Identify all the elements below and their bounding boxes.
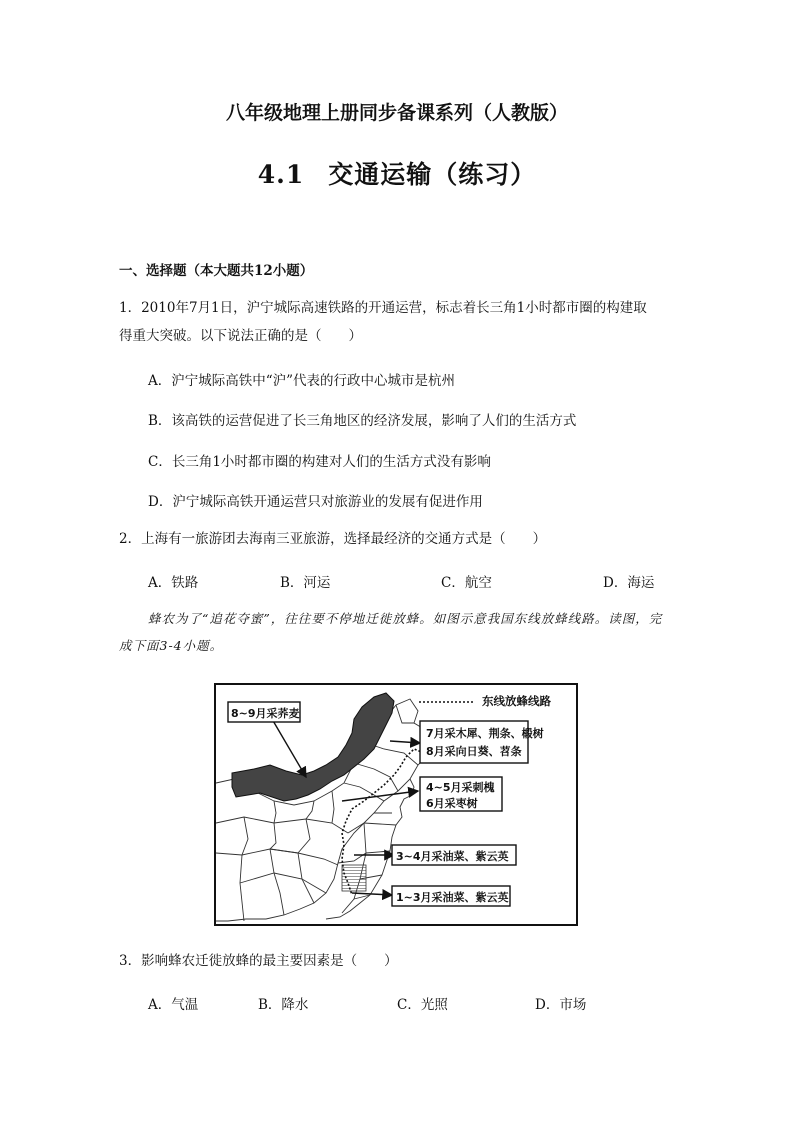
question-2-stem: 2．上海有一旅游团去海南三亚旅游，选择最经济的交通方式是（ ） xyxy=(119,531,547,547)
q2-option-a[interactable]: A．铁路 xyxy=(148,575,199,591)
label-north-line1: 4~5月采刺槐 xyxy=(426,781,495,794)
title-text: 交通运输（练习） xyxy=(328,160,537,189)
q1-option-b[interactable]: B．该高铁的运营促进了长三角地区的经济发展，影响了人们的生活方式 xyxy=(148,413,577,429)
q1-option-a[interactable]: A．沪宁城际高铁中“沪”代表的行政中心城市是杭州 xyxy=(148,373,456,389)
section-heading: 一、选择题（本大题共12小题） xyxy=(119,263,314,279)
label-north-line2: 6月采枣树 xyxy=(426,797,478,810)
question-1-line2: 得重大突破。以下说法正确的是（ ） xyxy=(119,328,362,344)
q3-option-d[interactable]: D．市场 xyxy=(535,997,587,1013)
q2-option-d[interactable]: D．海运 xyxy=(603,575,655,591)
q2-option-b[interactable]: B．河运 xyxy=(280,575,331,591)
q3-option-a[interactable]: A．气温 xyxy=(148,997,199,1013)
legend-label: 东线放蜂线路 xyxy=(482,694,551,708)
q3-option-c[interactable]: C．光照 xyxy=(397,997,448,1013)
label-buckwheat: 8~9月采荞麦 xyxy=(231,707,300,720)
beekeeping-route-map xyxy=(214,683,578,926)
question-3-stem: 3．影响蜂农迁徙放蜂的最主要因素是（ ） xyxy=(119,953,398,969)
page-title xyxy=(0,155,794,191)
label-northeast-line2: 8月采向日葵、苕条 xyxy=(426,745,522,758)
label-south: 1~3月采油菜、紫云英 xyxy=(396,891,509,904)
series-title: 八年级地理上册同步备课系列（人教版） xyxy=(225,102,568,124)
label-northeast-line1: 7月采木犀、荆条、椴树 xyxy=(426,727,544,740)
passage-line1: 蜂农为了“追花夺蜜”，往往要不停地迁徙放蜂。如图示意我国东线放蜂线路。读图，完 xyxy=(148,611,663,626)
passage-line2: 成下面3-4小题。 xyxy=(119,638,224,653)
q1-option-c[interactable]: C．长三角1小时都市圈的构建对人们的生活方式没有影响 xyxy=(148,454,491,470)
q1-option-d[interactable]: D．沪宁城际高铁开通运营只对旅游业的发展有促进作用 xyxy=(148,494,483,510)
section-number: 4.1 xyxy=(257,160,305,189)
q3-option-b[interactable]: B．降水 xyxy=(258,997,309,1013)
question-1-line1: 1．2010年7月1日，沪宁城际高速铁路的开通运营，标志着长三角1小时都市圈的构建取 xyxy=(119,300,647,316)
q2-option-c[interactable]: C．航空 xyxy=(441,575,492,591)
label-middle: 3~4月采油菜、紫云英 xyxy=(396,850,509,863)
